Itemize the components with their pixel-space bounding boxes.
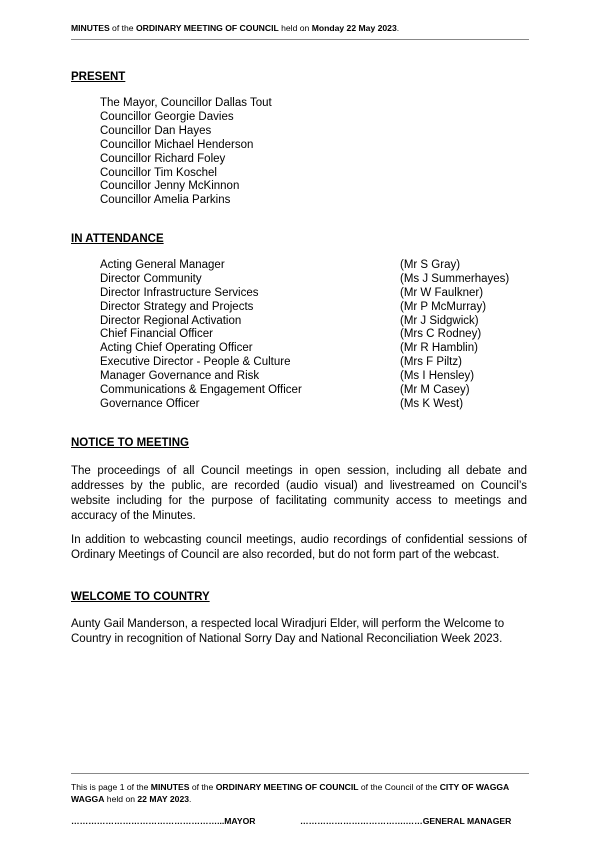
present-heading: PRESENT <box>71 71 126 83</box>
attendance-role: Executive Director - People & Culture <box>100 356 291 369</box>
footer-text: of the Council of the <box>358 782 440 792</box>
present-member: Councillor Tim Koschel <box>100 166 217 179</box>
page-header <box>71 23 399 33</box>
attendance-role: Director Community <box>100 272 202 285</box>
attendance-role: Manager Governance and Risk <box>100 370 260 383</box>
present-member: Councillor Jenny McKinnon <box>100 180 240 193</box>
present-member: Councillor Richard Foley <box>100 152 226 165</box>
footer-divider <box>71 773 529 774</box>
page-footer <box>71 781 529 805</box>
attendance-row <box>100 259 530 273</box>
notice-paragraph: The proceedings of all Council meetings in open session, including all debate and addresses by the public, are recorded (audio visual) and livestreamed on Council’s website including for the purpose of facilitating community access to meetings and accuracy of the Minutes. <box>71 465 527 522</box>
attendance-role: Acting Chief Operating Officer <box>100 342 253 355</box>
present-member: The Mayor, Councillor Dallas Tout <box>100 97 272 109</box>
footer-council: CITY OF WAGGA WAGGA <box>71 782 509 804</box>
attendance-name: (Mr W Faulkner) <box>400 286 484 299</box>
attendance-name: (Mrs C Rodney) <box>400 328 482 341</box>
attendance-role: Communications & Engagement Officer <box>100 384 302 397</box>
attendance-name: (Ms J Summerhayes) <box>400 272 510 285</box>
attendance-row <box>100 315 530 329</box>
attendance-name: (Mrs F Piltz) <box>400 356 462 369</box>
attendance-row <box>100 356 530 370</box>
attendance-name: (Ms K West) <box>400 397 464 410</box>
attendance-name: (Mr S Gray) <box>400 259 461 271</box>
footer-minutes: MINUTES <box>150 782 190 792</box>
attendance-row <box>100 287 530 301</box>
attendance-row <box>100 342 530 356</box>
header-date: Monday 22 May 2023 <box>311 23 397 33</box>
present-member: Councillor Georgie Davies <box>100 110 234 123</box>
footer-text: held on <box>104 794 138 804</box>
attendance-role: Chief Financial Officer <box>100 328 213 341</box>
attendance-row <box>100 328 530 342</box>
attendance-list <box>100 259 530 412</box>
footer-text: of the <box>189 782 216 792</box>
header-minutes: MINUTES <box>71 23 110 33</box>
attendance-name: (Mr J Sidgwick) <box>400 314 479 327</box>
header-meeting-type: ORDINARY MEETING OF COUNCIL <box>135 23 279 33</box>
attendance-name: (Ms I Hensley) <box>400 370 475 383</box>
header-text: . <box>396 23 400 33</box>
footer-text: . <box>189 794 192 804</box>
attendance-row <box>100 398 530 412</box>
footer-text: This is page 1 of the <box>71 782 151 792</box>
present-member: Councillor Michael Henderson <box>100 138 254 151</box>
attendance-role: Governance Officer <box>100 397 200 410</box>
attendance-row <box>100 370 530 384</box>
header-text: held on <box>278 23 312 33</box>
present-member: Councillor Amelia Parkins <box>100 194 231 207</box>
notice-paragraph: In addition to webcasting council meetings, audio recordings of confidential sessions of Ordinary Meetings of Council are also recorded, but do not form part of the webcast. <box>71 534 527 561</box>
header-text: of the <box>109 23 136 33</box>
attendance-role: Director Regional Activation <box>100 314 242 327</box>
attendance-name: (Mr P McMurray) <box>400 300 487 313</box>
present-list <box>100 97 272 208</box>
general-manager-signature-line: ……………………………….……GENERAL MANAGER <box>300 816 512 826</box>
notice-heading: NOTICE TO MEETING <box>71 437 189 449</box>
attendance-row <box>100 384 530 398</box>
attendance-role: Director Strategy and Projects <box>100 300 254 313</box>
present-member: Councillor Dan Hayes <box>100 124 212 137</box>
header-divider <box>71 39 529 40</box>
footer-meeting-type: ORDINARY MEETING OF COUNCIL <box>215 782 359 792</box>
welcome-paragraph: Aunty Gail Manderson, a respected local Wiradjuri Elder, will perform the Welcome to Country in recognition of National Sorry Day and National Reconciliation Week 2023. <box>71 618 505 645</box>
attendance-name: (Mr R Hamblin) <box>400 342 478 355</box>
attendance-name: (Mr M Casey) <box>400 384 470 397</box>
attendance-heading: IN ATTENDANCE <box>71 233 164 245</box>
attendance-role: Acting General Manager <box>100 259 225 271</box>
attendance-role: Director Infrastructure Services <box>100 286 259 299</box>
attendance-row <box>100 273 530 287</box>
attendance-row <box>100 301 530 315</box>
welcome-heading: WELCOME TO COUNTRY <box>71 591 210 603</box>
mayor-signature-line: ……………………………………………...MAYOR <box>71 816 256 826</box>
footer-date: 22 MAY 2023 <box>137 794 190 804</box>
